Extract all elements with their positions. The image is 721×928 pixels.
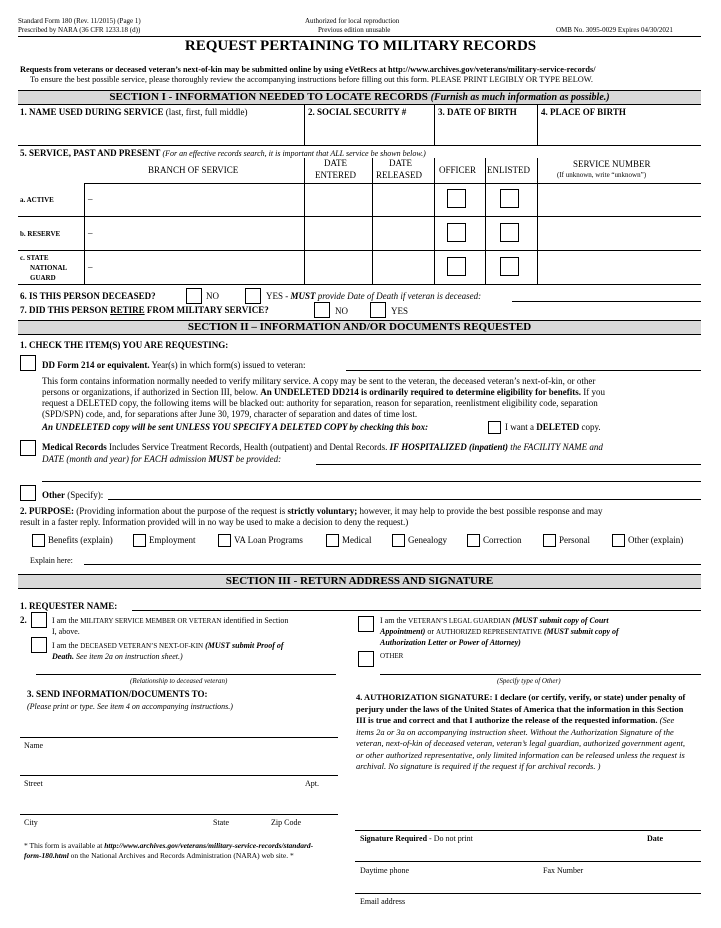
medical-label: Medical Records Includes Service Treatment Records, Health (outpatient) and Dental Records. IF HOSPITALIZED (inpatient) the FACILITY NAME and	[42, 442, 603, 452]
col-date-released-1: DATE	[389, 158, 412, 168]
medical-checkbox[interactable]	[20, 440, 36, 456]
guardian-label-2: Appointment) or AUTHORIZED REPRESENTATIVE (MUST submit copy of	[380, 627, 619, 636]
col-date-entered-1: DATE	[324, 158, 347, 168]
check-items-label: 1. CHECK THE ITEM(S) YOU ARE REQUESTING:	[20, 340, 229, 350]
q7-no-label: NO	[335, 306, 348, 316]
deleted-copy-checkbox[interactable]	[488, 421, 501, 434]
intro-evetrecs: Requests from veterans or deceased veteran’s next-of-kin may be submitted online by using eVetRecs at http://www.archives.gov/veterans/military-service-records/	[20, 65, 596, 74]
previous-edition: Previous edition unusable	[318, 26, 391, 34]
q7-label: 7. DID THIS PERSON RETIRE FROM MILITARY SERVICE?	[20, 305, 269, 315]
q7-yes-checkbox[interactable]	[370, 302, 386, 318]
field-dob-label: 3. DATE OF BIRTH	[438, 107, 517, 117]
address-street-label: Street	[24, 779, 43, 788]
other-type-label: (Specify type of Other)	[497, 677, 561, 685]
field-ssn-label: 2. SOCIAL SECURITY #	[308, 107, 407, 117]
intro-instructions: To ensure the best possible service, please thoroughly review the accompanying instructions before filling out this form. PLEASE PRINT LEGIBLY OR TYPE BELOW.	[30, 75, 593, 84]
purpose-correction-checkbox[interactable]	[467, 534, 480, 547]
row-guard-label-3: GUARD	[30, 274, 56, 282]
q6-yes-checkbox[interactable]	[245, 288, 261, 304]
guardian-label-1: I am the VETERAN’S LEGAL GUARDIAN (MUST submit copy of Court	[380, 616, 609, 625]
address-name-label: Name	[24, 741, 44, 750]
col-enlisted: ENLISTED	[487, 165, 530, 175]
dd214-undeleted-note: An UNDELETED copy will be sent UNLESS YOU SPECIFY A DELETED COPY by checking this box:	[42, 422, 429, 432]
daytime-phone-label: Daytime phone	[360, 866, 410, 875]
field-service-label: 5. SERVICE, PAST AND PRESENT (For an effective records search, it is important that ALL service be shown below.)	[20, 148, 426, 158]
q6-no-checkbox[interactable]	[186, 288, 202, 304]
purpose-benefits-checkbox[interactable]	[32, 534, 45, 547]
send-info-label: 3. SEND INFORMATION/DOCUMENTS TO:	[27, 689, 208, 699]
purpose-personal-checkbox[interactable]	[543, 534, 556, 547]
q2-label: 2.	[20, 615, 27, 625]
purpose-genealogy-label: Genealogy	[408, 535, 447, 545]
q6-label: 6. IS THIS PERSON DECEASED?	[20, 291, 156, 301]
omb-number: OMB No. 3095-0029 Expires 04/30/2021	[556, 26, 673, 34]
form-prescribed: Prescribed by NARA (36 CFR 1233.18 (d))	[18, 26, 141, 34]
signature-label: Signature Required - Do not print	[360, 834, 473, 843]
other-requester-label: OTHER	[380, 652, 404, 660]
pob-input[interactable]	[539, 118, 699, 142]
other-type-input[interactable]	[380, 674, 701, 675]
purpose-label: 2. PURPOSE: (Providing information about the purpose of the request is strictly voluntary; however, it may help to provide the best possible response and may	[20, 506, 603, 516]
purpose-genealogy-checkbox[interactable]	[392, 534, 405, 547]
guard-officer-checkbox[interactable]	[447, 257, 466, 276]
active-officer-checkbox[interactable]	[447, 189, 466, 208]
name-input[interactable]	[20, 118, 302, 142]
footnote-url[interactable]: http://www.archives.gov/veterans/military-service-records/standard-form-180.html	[24, 841, 314, 860]
address-state-label: State	[213, 818, 229, 827]
purpose-other-checkbox[interactable]	[612, 534, 625, 547]
address-zip-label: Zip Code	[271, 818, 301, 827]
field-name-label: 1. NAME USED DURING SERVICE (last, first, full middle)	[20, 107, 248, 117]
purpose-employment-checkbox[interactable]	[133, 534, 146, 547]
requester-name-input[interactable]	[132, 610, 701, 611]
row-guard-label-1: c. STATE	[20, 254, 49, 262]
col-branch: BRANCH OF SERVICE	[148, 165, 239, 175]
section-2-header: SECTION II – INFORMATION AND/OR DOCUMENTS REQUESTED	[18, 320, 701, 335]
guard-enlisted-checkbox[interactable]	[500, 257, 519, 276]
dob-input[interactable]	[436, 118, 535, 142]
row-reserve-dash: –	[88, 228, 93, 238]
purpose-employment-label: Employment	[149, 535, 196, 545]
row-reserve-label: b. RESERVE	[20, 230, 61, 238]
guardian-label-3: Authorization Letter or Power of Attorney)	[380, 638, 521, 647]
dd214-desc-4: (SPD/SPN) code, and, for separations after June 30, 1979, character of separation and dates of time lost.	[42, 409, 418, 419]
medical-line2: DATE (month and year) for EACH admission MUST be provided:	[42, 454, 282, 464]
member-label-1: I am the MILITARY SERVICE MEMBER OR VETERAN identified in Section	[52, 616, 289, 625]
purpose-other-label: Other (explain)	[628, 535, 684, 545]
signature-input[interactable]	[356, 846, 701, 860]
nok-label-2: Death. See item 2a on instruction sheet.)	[52, 652, 183, 661]
purpose-va-loan-label: VA Loan Programs	[234, 535, 303, 545]
active-enlisted-checkbox[interactable]	[500, 189, 519, 208]
dd214-label: DD Form 214 or equivalent. Year(s) in which form(s) issued to veteran:	[42, 360, 306, 370]
footnote: * This form is available at http://www.archives.gov/veterans/military-service-records/standard-form-180.html on the National Archives and Records Administration (NARA) web site. *	[24, 841, 314, 860]
purpose-personal-label: Personal	[559, 535, 590, 545]
col-service-number-hint: (If unknown, write “unknown”)	[557, 171, 647, 179]
col-date-entered-2: ENTERED	[315, 170, 356, 180]
purpose-medical-checkbox[interactable]	[326, 534, 339, 547]
reserve-officer-checkbox[interactable]	[447, 223, 466, 242]
purpose-correction-label: Correction	[483, 535, 522, 545]
relationship-label: (Relationship to deceased veteran)	[130, 677, 228, 685]
signature-date-label: Date	[647, 834, 663, 843]
address-name-input[interactable]	[20, 718, 338, 736]
row-guard-label-2: NATIONAL	[30, 264, 68, 272]
col-service-number: SERVICE NUMBER	[573, 159, 651, 169]
member-checkbox[interactable]	[31, 612, 47, 628]
other-records-checkbox[interactable]	[20, 485, 36, 501]
email-label: Email address	[360, 897, 406, 906]
relationship-input[interactable]	[36, 674, 336, 675]
address-street-input[interactable]	[20, 756, 338, 774]
col-officer: OFFICER	[439, 165, 477, 175]
row-active-dash: –	[88, 194, 93, 204]
guardian-checkbox[interactable]	[358, 616, 374, 632]
address-city-label: City	[24, 818, 38, 827]
field-pob-label: 4. PLACE OF BIRTH	[541, 107, 626, 117]
q6-no-label: NO	[206, 291, 219, 301]
address-apt-label: Apt.	[305, 779, 319, 788]
ssn-input[interactable]	[306, 118, 432, 142]
explain-here-label: Explain here:	[30, 556, 73, 565]
other-requester-checkbox[interactable]	[358, 651, 374, 667]
section-3-header: SECTION III - RETURN ADDRESS AND SIGNATURE	[18, 574, 701, 589]
purpose-benefits-label: Benefits (explain)	[48, 535, 113, 545]
authorization-text: 4. AUTHORIZATION SIGNATURE: I declare (or certify, verify, or state) under penalty of perjury under the laws of the United States of America that the information in this Section III is true and correct and that I authorize the release of the requested information. (See items 2a or 3a on accompanying instruction sheet. Without the Authorization Signature of the veteran, next-of-kin of deceased veteran, veteran’s legal guardian, authorized government agent, or other authorized representative, only limited information can be released unless the request is archival. No signature is required if the request if for archival records. )	[356, 692, 686, 771]
q7-no-checkbox[interactable]	[314, 302, 330, 318]
address-city-input[interactable]	[20, 795, 338, 813]
q7-yes-label: YES	[391, 306, 409, 316]
send-info-hint: (Please print or type. See item 4 on accompanying instructions.)	[27, 702, 233, 711]
email-input[interactable]	[430, 895, 701, 909]
phone-input[interactable]	[356, 878, 701, 892]
deleted-copy-label: I want a DELETED copy.	[505, 422, 601, 432]
section-1-header: SECTION I - INFORMATION NEEDED TO LOCATE RECORDS (Furnish as much information as possible.)	[18, 90, 701, 105]
purpose-line2: result in a faster reply. Information provided will in no way be used to make a decision to deny the request.)	[20, 517, 409, 527]
nok-checkbox[interactable]	[31, 637, 47, 653]
auth-reproduction: Authorized for local reproduction	[305, 17, 400, 25]
dd214-desc-1: This form contains information normally needed to verify military service. A copy may be sent to the veteran, the deceased veteran’s next-of-kin, or other	[42, 376, 596, 386]
explain-here-input[interactable]	[84, 564, 701, 565]
row-guard-dash: –	[88, 262, 93, 272]
col-date-released-2: RELEASED	[376, 170, 422, 180]
requester-name-label: 1. REQUESTER NAME:	[20, 601, 118, 611]
dd214-desc-2: persons or organizations, if authorized in Section III, below. An UNDELETED DD214 is ordinarily required to determine eligibility for benefits. If you	[42, 387, 605, 397]
member-label-2: I, above.	[52, 627, 80, 636]
fax-label: Fax Number	[543, 866, 584, 875]
q6-yes-label: YES - MUST provide Date of Death if veteran is deceased:	[266, 291, 482, 301]
row-active-label: a. ACTIVE	[20, 196, 54, 204]
nok-label-1: I am the DECEASED VETERAN’S NEXT-OF-KIN (MUST submit Proof of	[52, 641, 284, 650]
other-records-label: Other (Specify):	[42, 490, 104, 500]
purpose-medical-label: Medical	[342, 535, 372, 545]
reserve-enlisted-checkbox[interactable]	[500, 223, 519, 242]
dd214-checkbox[interactable]	[20, 355, 36, 371]
purpose-va-loan-checkbox[interactable]	[218, 534, 231, 547]
form-number: Standard Form 180 (Rev. 11/2015) (Page 1)	[18, 17, 141, 25]
page-title: REQUEST PERTAINING TO MILITARY RECORDS	[184, 38, 537, 54]
dd214-desc-3: request a DELETED copy, the following items will be blacked out: authority for separation, reason for separation, reenlistment eligibility code, separation	[42, 398, 598, 408]
